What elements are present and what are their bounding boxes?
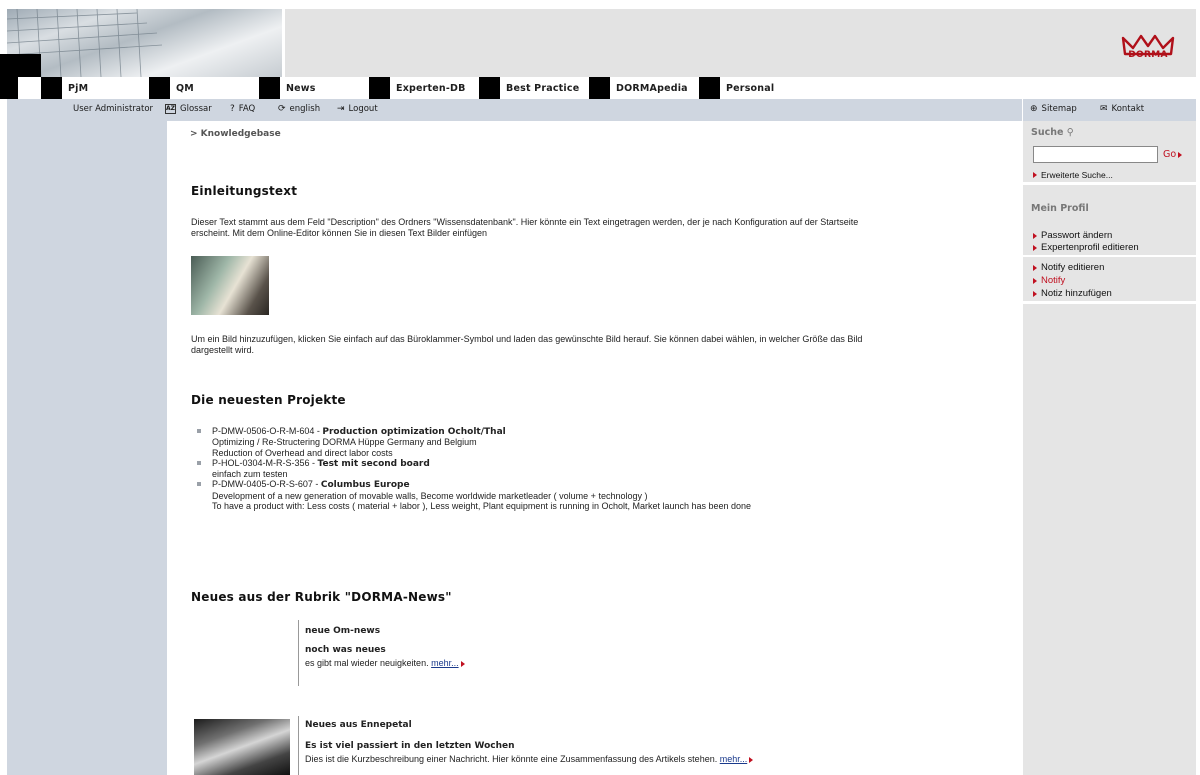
glossary-icon: AZ — [166, 105, 175, 112]
kontakt-label: Kontakt — [1111, 104, 1145, 114]
notify-link-label: Notify editieren — [1041, 262, 1105, 273]
header-photo — [7, 9, 282, 77]
news-teaser-text: es gibt mal wieder neuigkeiten. — [305, 658, 432, 668]
profile-link-label: Expertenprofil editieren — [1041, 242, 1139, 253]
intro-text-2 — [191, 334, 991, 356]
faq-link[interactable] — [230, 104, 255, 114]
project-desc: Optimizing / Re-Structering DORMA Hüppe Germany and Belgium — [212, 437, 477, 448]
nav-label: PjM — [68, 82, 89, 94]
intro-photo — [191, 256, 269, 315]
nav-label: Experten-DB — [396, 82, 466, 94]
project-code: P-HOL-0304-M-R-S-356 - — [212, 457, 318, 468]
notify-link[interactable] — [1033, 275, 1065, 286]
search-input[interactable] — [1033, 146, 1158, 163]
notify-link-label: Notiz hinzufügen — [1041, 288, 1112, 299]
project-item[interactable] — [197, 479, 997, 511]
mail-icon: ✉ — [1100, 104, 1108, 114]
sidebar-separator — [1023, 255, 1196, 257]
project-item[interactable] — [197, 458, 997, 480]
nav-item-best-practice[interactable] — [479, 77, 579, 99]
user-name — [73, 104, 153, 114]
nav-item-news[interactable] — [259, 77, 316, 99]
nav-item-personal[interactable] — [699, 77, 774, 99]
intro-text-line: dargestellt wird. — [191, 345, 255, 355]
project-desc: Reduction of Overhead and direct labor costs — [212, 447, 393, 458]
sitemap-link[interactable] — [1030, 104, 1077, 114]
sidebar-separator — [1023, 301, 1196, 304]
more-link[interactable]: mehr... — [719, 754, 748, 764]
nav-square-icon — [699, 77, 720, 99]
news-teaser-text: Dies ist die Kurzbeschreibung einer Nachricht. Hier könnte eine Zusammenfassung des Artikels stehen. — [305, 754, 720, 764]
sitemap-label: Sitemap — [1041, 104, 1077, 114]
news-category: Neues aus Ennepetal — [305, 720, 412, 730]
project-desc: Development of a new generation of movable walls, Become worldwide marketleader ( volume + technology ) — [212, 490, 648, 501]
kontakt-link[interactable] — [1100, 104, 1144, 114]
go-button[interactable] — [1163, 149, 1182, 160]
notify-edit-link[interactable] — [1033, 262, 1104, 273]
profile-link-password[interactable] — [1033, 230, 1112, 241]
news-divider — [298, 620, 299, 686]
news-teaser — [305, 658, 465, 668]
utility-bar — [7, 99, 1022, 121]
sidebar-separator — [1023, 182, 1196, 185]
news-heading: Neues aus der Rubrik "DORMA-News" — [191, 590, 452, 604]
main-nav — [41, 77, 1200, 99]
nav-square-icon — [149, 77, 170, 99]
nav-item-dormapedia[interactable] — [589, 77, 688, 99]
intro-text-line: erscheint. Mit dem Online-Editor können Sie in diesen Text Bilder einfügen — [191, 228, 487, 238]
language-link[interactable] — [278, 104, 320, 114]
advanced-search-label: Erweiterte Suche... — [1041, 170, 1113, 180]
search-label — [1031, 127, 1074, 138]
logout-label: Logout — [348, 104, 378, 114]
project-title: Columbus Europe — [320, 480, 410, 491]
project-list — [197, 426, 997, 511]
glossar-label: Glossar — [180, 104, 212, 114]
nav-item-qm[interactable] — [149, 77, 194, 99]
nav-label: Personal — [726, 82, 775, 94]
nav-item-experten-db[interactable] — [369, 77, 466, 99]
projects-heading: Die neuesten Projekte — [191, 393, 346, 407]
question-icon: ? — [230, 104, 235, 114]
profile-link-expert[interactable] — [1033, 242, 1139, 253]
language-label: english — [289, 104, 321, 114]
more-link[interactable]: mehr... — [431, 658, 459, 668]
project-title: Production optimization Ocholt/Thal — [322, 427, 506, 437]
nav-item-pjm[interactable] — [41, 77, 88, 99]
nav-label: QM — [176, 82, 194, 94]
news-photo — [194, 719, 290, 775]
left-sidebar — [7, 121, 167, 775]
news-title[interactable]: Es ist viel passiert in den letzten Wochen — [305, 741, 515, 751]
logout-icon: ⇥ — [337, 104, 345, 114]
nav-label: Best Practice — [506, 82, 580, 94]
arrow-right-icon — [1033, 291, 1037, 297]
arrow-right-icon — [1033, 172, 1037, 178]
logout-link[interactable] — [337, 104, 378, 114]
nav-square-icon — [259, 77, 280, 99]
add-note-link[interactable] — [1033, 288, 1112, 299]
corner-notch — [18, 77, 41, 99]
arrow-right-icon — [1178, 152, 1182, 158]
nav-square-icon — [369, 77, 390, 99]
project-code: P-DMW-0506-O-R-M-604 - — [212, 426, 323, 436]
nav-square-icon — [479, 77, 500, 99]
magnifier-icon: ⚲ — [1066, 127, 1074, 138]
go-label: Go — [1163, 149, 1177, 160]
project-desc: einfach zum testen — [212, 469, 288, 480]
project-desc: To have a product with: Less costs ( material + labor ), Less weight, Plant equipment is running in Ocholt, Market launch has been done — [212, 501, 752, 512]
nav-label: DORMApedia — [616, 82, 688, 94]
arrow-right-icon — [1033, 278, 1037, 284]
breadcrumb[interactable]: > Knowledgebase — [190, 129, 281, 139]
arrow-right-icon — [1033, 245, 1037, 251]
advanced-search-link[interactable] — [1033, 170, 1113, 180]
search-label-text: Suche — [1031, 127, 1064, 138]
news-category: neue Om-news — [305, 626, 381, 636]
nav-square-icon — [589, 77, 610, 99]
logo-text: DORMA — [1128, 50, 1168, 60]
banner-separator — [282, 9, 285, 77]
profile-link-label: Passwort ändern — [1041, 230, 1113, 241]
news-teaser — [305, 754, 753, 764]
glossar-link[interactable] — [165, 104, 212, 114]
intro-text-1 — [191, 217, 991, 239]
intro-text-line: Dieser Text stammt aus dem Feld "Description" des Ordners "Wissensdatenbank". Hier könnte ein Text eingetragen werden, der je nach Konfiguration auf der Startseite — [191, 217, 859, 227]
notify-link-label: Notify — [1041, 275, 1066, 286]
project-title: Test mit second board — [317, 458, 430, 469]
arrow-right-icon — [749, 757, 753, 763]
arrow-right-icon — [1033, 233, 1037, 239]
nav-square-icon — [41, 77, 62, 99]
user-label: User Administrator — [73, 104, 154, 114]
news-divider — [298, 716, 299, 775]
sitemap-icon: ⊕ — [1030, 104, 1038, 114]
news-title[interactable]: noch was neues — [305, 645, 386, 655]
right-sidebar — [1023, 121, 1196, 775]
arrow-right-icon — [1033, 265, 1037, 271]
intro-heading: Einleitungstext — [191, 184, 298, 198]
nav-label: News — [286, 82, 316, 94]
project-code: P-DMW-0405-O-R-S-607 - — [212, 479, 321, 490]
faq-label: FAQ — [238, 104, 256, 114]
profile-label: Mein Profil — [1031, 203, 1089, 214]
intro-text-line: Um ein Bild hinzuzufügen, klicken Sie einfach auf das Büroklammer-Symbol und laden das gewünschte Bild herauf. Sie können dabei wählen, in welcher Größe das Bild — [191, 334, 863, 344]
arrow-right-icon — [461, 661, 465, 667]
refresh-icon: ⟳ — [278, 104, 286, 114]
project-item[interactable] — [197, 426, 997, 458]
